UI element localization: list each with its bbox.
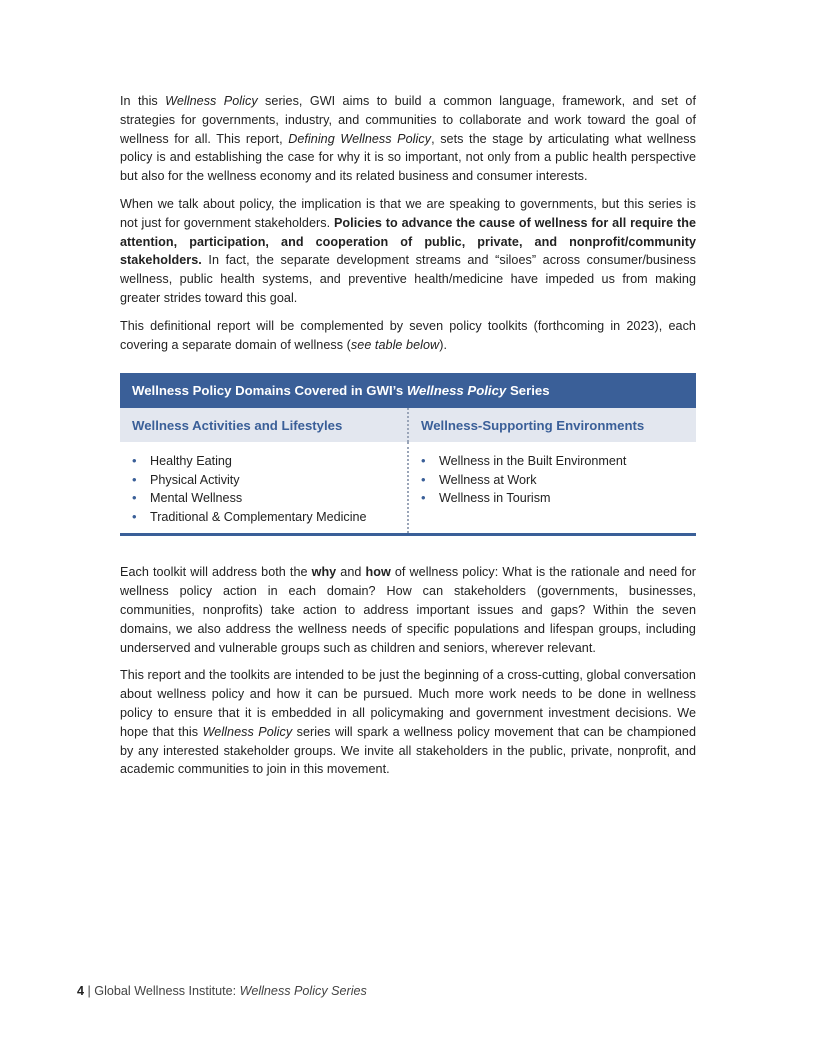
footer-separator: |: [84, 984, 95, 998]
activities-list: [132, 452, 407, 526]
domains-table: [120, 373, 696, 536]
table-header-row: [120, 408, 696, 442]
page-content: [120, 92, 696, 788]
toolkits-paragraph: This definitional report will be complemented by seven policy toolkits (forthcoming in 2023), each covering a separate domain of wellness (see table below).: [120, 318, 696, 352]
environments-list: [421, 452, 696, 508]
table-title: Wellness Policy Domains Covered in GWI’s Wellness Policy Series: [120, 373, 696, 408]
after-table-section: [120, 563, 696, 779]
page-footer: [77, 984, 367, 998]
list-item: • Wellness in Tourism: [421, 489, 696, 508]
list-item: • Healthy Eating: [132, 452, 407, 471]
list-item: • Mental Wellness: [132, 489, 407, 508]
list-item: • Wellness at Work: [421, 471, 696, 490]
activities-column: [120, 442, 407, 533]
toolkit-scope-paragraph: Each toolkit will address both the why and how of wellness policy: What is the rationale and need for wellness policy action in each domain? How can stakeholders (governments, businesses, communities, nonprofits) take action to address important issues and gaps? Within the seven domains, we also address the wellness needs of specific populations and lifespan groups, including underserved and vulnerable groups such as children and seniors, wherever relevant.: [120, 565, 696, 655]
column-header-environments: Wellness-Supporting Environments: [407, 408, 696, 442]
footer-org: Global Wellness Institute:: [94, 984, 240, 998]
list-item: • Physical Activity: [132, 471, 407, 490]
list-item: • Traditional & Complementary Medicine: [132, 508, 407, 527]
footer-series: Wellness Policy Series: [239, 984, 367, 998]
column-header-activities: Wellness Activities and Lifestyles: [132, 418, 343, 434]
intro-paragraph: In this Wellness Policy series, GWI aims to build a common language, framework, and set of strategies for governments, industry, and communities to collaborate and work toward the goal of wellness for all. This report, Defining Wellness Policy, sets the stage by articulating what wellness policy is and establishing the case for why it is so important, not only from a public health perspective but also for the wellness economy and its related business and consumer interests.: [120, 94, 697, 184]
page-number: 4: [77, 984, 85, 998]
closing-paragraph: This report and the toolkits are intended to be just the beginning of a cross-cutting, global conversation about wellness policy and how it can be pursued. Much more work needs to be done in wellness policy to ensure that it is embedded in all policymaking and government investment decisions. We hope that this Wellness Policy series will spark a wellness policy movement that can be championed by any interested stakeholder groups. We invite all stakeholders in the public, private, nonprofit, and academic communities to join in this movement.: [120, 668, 697, 777]
list-item: • Wellness in the Built Environment: [421, 452, 696, 471]
policy-paragraph: When we talk about policy, the implication is that we are speaking to governments, but this series is not just for government stakeholders. Policies to advance the cause of wellness for all require the attention, participation, and cooperation of public, private, and nonprofit/community stakeholders. In fact, the separate development streams and “siloes” across consumer/business wellness, public health systems, and preventive health/medicine have impeded us from making greater strides toward this goal.: [120, 196, 697, 305]
environments-column: [407, 442, 696, 533]
table-body: [120, 442, 696, 533]
